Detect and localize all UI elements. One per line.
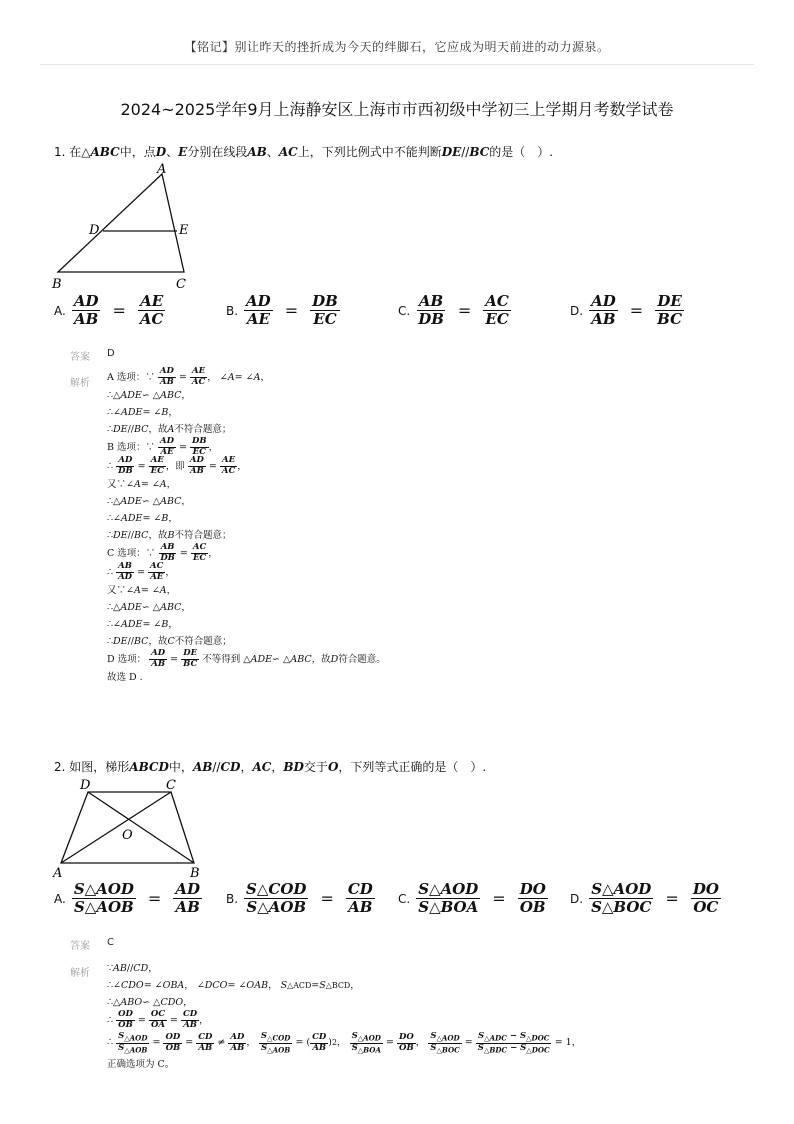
motto-header: 【铭记】别让昨天的挫折成为今天的绊脚石，它应成为明天前进的动力源泉。 (184, 40, 610, 54)
q1-stem: 1. 在△ABC中，点D、E分别在线段AB、AC上，下列比例式中不能判断DE//BC的是（ ）. (54, 145, 554, 159)
q2-solution-line: ∴ $\frac{OD}{OB}$ = $\frac{OC}{OA}$ = $\frac{CD}{AB}$ ， (107, 1009, 209, 1030)
label-point-e: E (179, 223, 189, 238)
page-title: 2024~2025学年9月上海静安区上海市市西初级中学初三上学期月考数学试卷 (120, 100, 674, 119)
q1-solution-line: ∴ DE // BC ，故 C 不符合题意； (107, 635, 232, 647)
q2-solution-line: 正确选项为 C。 (107, 1058, 175, 1070)
q1-solution-line: ∴∠ ADE = ∠ B ， (107, 512, 178, 524)
label-point-o: O (122, 828, 133, 843)
label-point-c: C (176, 277, 186, 292)
q2-analysis-label: 解析 (70, 968, 90, 979)
label-point-b: B (190, 866, 200, 880)
q1-triangle-figure (48, 160, 208, 295)
q2-trapezoid-figure (48, 776, 218, 880)
label-point-c: C (166, 778, 176, 793)
label-point-a: A (53, 866, 63, 880)
q1-solution-line: ∴ DE // BC ，故 B 不符合题意； (107, 529, 232, 541)
q1-solution-line: ∴∠ ADE = ∠ B ， (107, 406, 178, 418)
q1-solution (107, 368, 386, 686)
label-point-b: B (52, 277, 62, 292)
q1-solution-line: 又∵∠ A = ∠ A ， (107, 584, 177, 596)
q1-solution-line: ∴∠ ADE = ∠ B ， (107, 618, 178, 630)
diagonal-ac (61, 792, 171, 863)
triangle-abc (58, 174, 184, 272)
q2-solution-line: ∴ $\frac{S_{\triangle AOD}}{S_{\triangle AOB}}$ = $\frac{OD}{OB}$ = $\frac{CD}{AB}$ ≠ $\frac{AD}{AB}$ ， $\frac{S_{\triangle COD}}{S_{\triangle AOB}}$ = ( $\frac{CD}{AB}$ ) 2 ， $\frac{S_{\triangle AOD}}{S_{\triangle BOA}}$ = $\frac{DO}{OB}$ ， $\frac{S_{\triangle AOD}}{S_{\triangle BOC}}$ = $\frac{S_{\triangle ADC} - S_{\triangle DOC}}{S_{\triangle BDC} - S_{\triangle DOC}}$ = 1， (107, 1030, 582, 1055)
q2-answer-value: C (107, 937, 114, 948)
q1-solution-line: ∴△ ADE ∽ △ ABC ， (107, 389, 191, 401)
q1-solution-line: D 选项： $\frac{AD}{AB}$ = $\frac{DE}{BC}$ 不等得到 △ ADE ∽ △ ABC ，故 D 符合题意。 (107, 648, 386, 669)
q2-solution-line: ∴△ ABO ∽ △ CDO ， (107, 996, 193, 1008)
q1-option-d[interactable]: D. $\frac{AD}{AB}$ = $\frac{DE}{BC}$ (570, 292, 683, 329)
q1-option-b[interactable]: B. $\frac{AD}{AE}$ = $\frac{DB}{EC}$ (226, 292, 338, 329)
q1-solution-line: ∴△ ADE ∽ △ ABC ， (107, 601, 191, 613)
q1-solution-line: B 选项：∵ $\frac{AD}{AE}$ = $\frac{DB}{EC}$ ， (107, 436, 219, 457)
q2-number: 2. (54, 760, 66, 774)
q1-solution-line: ∴△ ADE ∽ △ ABC ， (107, 495, 191, 507)
q2-solution-line: ∵ AB // CD ， (107, 962, 158, 974)
q2-solution (107, 960, 581, 1073)
label-point-d: D (80, 778, 91, 793)
label-point-a: A (157, 162, 167, 177)
q2-option-c[interactable]: C. $\frac{\text{S△AOD}}{\text{S△BOA}}$ = $\frac{DO}{OB}$ (398, 880, 546, 917)
q2-option-b[interactable]: B. $\frac{\text{S△COD}}{\text{S△AOB}}$ = $\frac{CD}{AB}$ (226, 880, 373, 917)
q1-solution-line: ∴ $\frac{AD}{DB}$ = $\frac{AE}{EC}$ ，即 $\frac{AD}{AB}$ = $\frac{AE}{AC}$ ， (107, 455, 247, 476)
q1-solution-line: ∴ $\frac{AB}{AD}$ = $\frac{AC}{AE}$ ， (107, 561, 175, 582)
header-divider (40, 64, 754, 65)
q2-answer-label: 答案 (70, 941, 90, 952)
q1-solution-line: 又∵∠ A = ∠ A ， (107, 478, 177, 490)
label-point-d: D (89, 223, 100, 238)
q2-option-d[interactable]: D. $\frac{\text{S△AOD}}{\text{S△BOC}}$ = $\frac{DO}{OC}$ (570, 880, 719, 917)
q2-option-a[interactable]: A. $\frac{\text{S△AOD}}{\text{S△AOB}}$ = $\frac{AD}{AB}$ (54, 880, 200, 917)
q1-answer-value: D (107, 348, 115, 359)
q1-solution-line: C 选项：∵ $\frac{AB}{DB}$ = $\frac{AC}{EC}$ ， (107, 542, 218, 563)
q1-solution-line: 故选 D . (107, 671, 143, 683)
q1-number: 1. (54, 145, 66, 159)
q1-solution-line: A 选项：∵ $\frac{AD}{AB}$ = $\frac{AE}{AC}$ ， ∠ A = ∠ A ， (107, 366, 270, 387)
q1-answer-label: 答案 (70, 352, 90, 363)
diagonal-bd (88, 792, 194, 863)
q2-solution-line: ∴∠ CDO = ∠ OBA ， ∠ DCO = ∠ OAB ， S △ACD = S △BCD ， (107, 979, 360, 991)
q1-option-c[interactable]: C. $\frac{AB}{DB}$ = $\frac{AC}{EC}$ (398, 292, 509, 329)
q1-option-a[interactable]: A. $\frac{AD}{AB}$ = $\frac{AE}{AC}$ (54, 292, 164, 329)
q1-solution-line: ∴ DE // BC ，故 A 不符合题意； (107, 423, 232, 435)
q2-stem: 2. 如图，梯形ABCD中，AB//CD，AC，BD交于O，下列等式正确的是（ ）. (54, 760, 487, 774)
q1-analysis-label: 解析 (70, 378, 90, 389)
